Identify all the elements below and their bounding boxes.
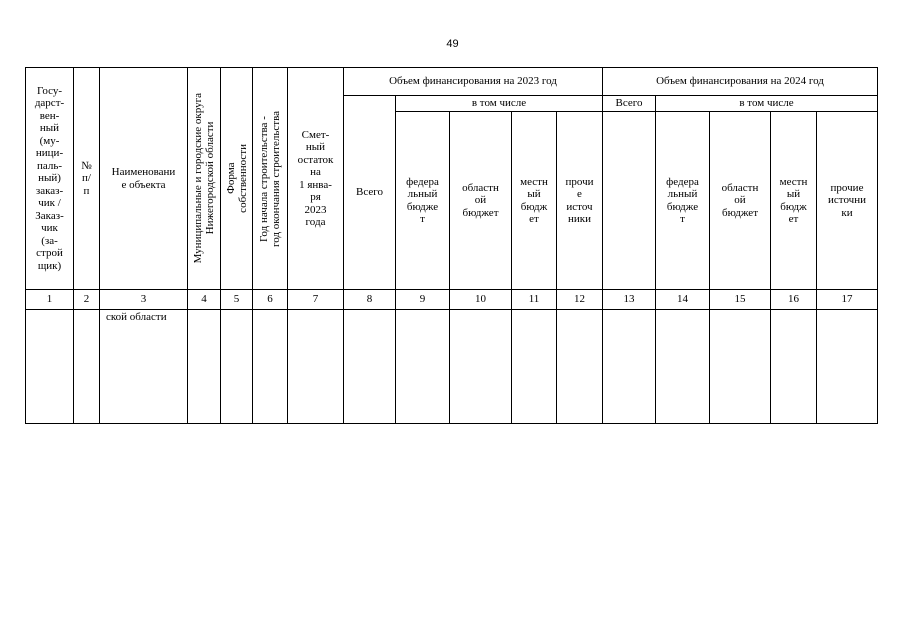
cell-other-2023 [557,310,603,424]
cell-object-name: ской области [100,310,188,424]
cell-row-number [74,310,100,424]
header-estimate-balance: Смет- ный остаток на 1 янва- ря 2023 года [288,68,344,290]
column-number: 16 [771,290,817,310]
header-local-2023: местн ый бюдж ет [512,112,557,290]
header-ownership: Форма собственности [221,68,253,290]
table-row [26,310,878,424]
cell-federal-2023 [396,310,450,424]
column-number: 15 [710,290,771,310]
column-number: 13 [603,290,656,310]
column-number: 17 [817,290,878,310]
cell-total-2024 [603,310,656,424]
header-other-2024: прочие источни ки [817,112,878,290]
header-total-2023: Всего [344,96,396,290]
column-number: 8 [344,290,396,310]
cell-regional-2024 [710,310,771,424]
column-number: 9 [396,290,450,310]
cell-customer [26,310,74,424]
column-number: 4 [188,290,221,310]
column-number: 11 [512,290,557,310]
cell-local-2024 [771,310,817,424]
header-federal-2023: федера льный бюдже т [396,112,450,290]
funding-table [25,67,878,424]
header-construction-years: Год начала строительства - год окончания строительства [253,68,288,290]
header-other-2023: прочи е источ ники [557,112,603,290]
header-municipality: Муниципальные и городские округа Нижегородской области [188,68,221,290]
header-regional-2023: областн ой бюджет [450,112,512,290]
column-number: 3 [100,290,188,310]
column-number: 6 [253,290,288,310]
cell-local-2023 [512,310,557,424]
cell-regional-2023 [450,310,512,424]
header-funding-2023: Объем финансирования на 2023 год [344,68,603,96]
page-number: 49 [446,38,459,50]
header-total-2024: Всего [603,96,656,112]
column-number: 2 [74,290,100,310]
header-regional-2024: областн ой бюджет [710,112,771,290]
cell-other-2024 [817,310,878,424]
header-object-name: Наименовани е объекта [100,68,188,290]
column-number: 14 [656,290,710,310]
header-row-number: № п/ п [74,68,100,290]
cell-estimate-balance [288,310,344,424]
cell-federal-2024 [656,310,710,424]
column-number-row [26,290,878,310]
cell-construction-years [253,310,288,424]
cell-total-2023 [344,310,396,424]
column-number: 1 [26,290,74,310]
header-including-2023: в том числе [396,96,603,112]
cell-municipality [188,310,221,424]
column-number: 5 [221,290,253,310]
header-including-2024: в том числе [656,96,878,112]
cell-ownership [221,310,253,424]
header-funding-2024: Объем финансирования на 2024 год [603,68,878,96]
header-customer: Госу- дарст- вен- ный (му- ници- паль- ный) заказ- чик / Заказ- чик (за- строй щик) [26,68,74,290]
column-number: 12 [557,290,603,310]
header-federal-2024: федера льный бюдже т [656,112,710,290]
header-total-2024-body [603,112,656,290]
column-number: 10 [450,290,512,310]
column-number: 7 [288,290,344,310]
header-local-2024: местн ый бюдж ет [771,112,817,290]
